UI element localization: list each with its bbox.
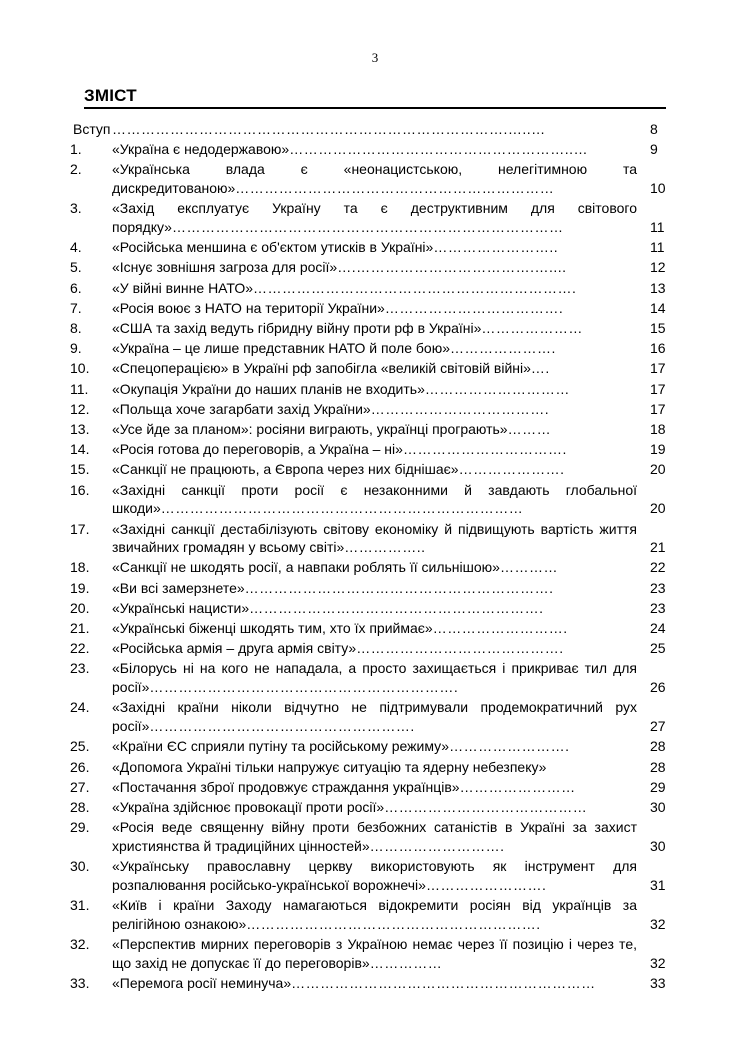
- toc-entry-page: 17: [650, 380, 666, 397]
- toc-entry-page: 33: [650, 974, 666, 991]
- toc-title: ЗМІСТ: [84, 86, 137, 105]
- toc-entry-leader: …………………………: [424, 380, 570, 397]
- toc-entry-leader: ……………………….: [432, 620, 568, 637]
- toc-entry-title: «Усе йде за планом»: росіяни виграють, українці програють»: [112, 421, 508, 438]
- toc-entry-leader: ……………………………………………………….: [244, 579, 554, 596]
- toc-entry[interactable]: [0, 460, 750, 479]
- toc-entry[interactable]: [0, 520, 750, 557]
- toc-entry[interactable]: [0, 974, 750, 993]
- toc-entry-leader: …………………………….: [402, 441, 567, 458]
- toc-entry-number: 27.: [70, 778, 90, 795]
- toc-entry-page: 13: [650, 279, 666, 296]
- toc-entry-number: 9.: [70, 340, 82, 357]
- toc-entry-page: 32: [650, 954, 666, 971]
- toc-entry-leader: ……………: [369, 954, 443, 971]
- toc-entry-title: «Західні санкції дестабілізують світову економіку й підвищують вартість життя звичайних громадян у всьому світі»: [112, 520, 637, 556]
- toc-entry-leader: …………………………………………………….: [246, 915, 541, 932]
- toc-entry-page: 31: [650, 876, 666, 893]
- toc-entry-number: 19.: [70, 579, 90, 596]
- toc-entry-title: «Окупація України до наших планів не входить»: [112, 380, 425, 397]
- toc-entry-title: «Україна є недодержавою»: [112, 141, 290, 158]
- toc-entry-title: «Українська влада є «неонацистською, нелегітимною та дискредитованою»: [112, 161, 637, 197]
- toc-entry-number: 3.: [70, 200, 82, 217]
- toc-entry-leader: ……………………..: [433, 239, 559, 256]
- toc-entry-leader: ………………….: [449, 340, 556, 357]
- toc-entry-title: «Перспектив мирних переговорів з Україною немає через її позицію і через те, що захід не допускає її до переговорів»: [112, 935, 637, 971]
- toc-entry-page: 28: [650, 758, 666, 775]
- toc-entry-title: «У війні винне НАТО»: [112, 279, 254, 296]
- toc-entry-page: 22: [650, 559, 666, 576]
- toc-entry-leader: …………………….: [425, 876, 547, 893]
- toc-entry-page: 26: [650, 679, 666, 696]
- toc-entry-leader: …………: [499, 559, 558, 576]
- table-of-contents: [0, 120, 750, 994]
- toc-entry-page: 11: [650, 219, 665, 236]
- toc-entry-leader: …………………………………………………………: [235, 180, 555, 197]
- toc-entry-page: 15: [650, 320, 666, 337]
- toc-entry-intro[interactable]: [0, 120, 750, 139]
- toc-entry-title: «Україна здійснює провокації проти росії»: [112, 798, 385, 815]
- toc-entry[interactable]: [0, 778, 750, 797]
- toc-entry-number: 32.: [70, 935, 90, 952]
- page-number: 3: [371, 50, 379, 65]
- toc-entry[interactable]: [0, 400, 750, 419]
- toc-entry-leader: ………………………………………………………….: [253, 279, 577, 296]
- toc-entry-leader: ………………………………………………………: [291, 974, 596, 991]
- toc-entry-page: 24: [650, 620, 666, 637]
- toc-entry-title: «Росія готова до переговорів, а Україна – ні»: [112, 441, 403, 458]
- toc-entry-number: 11.: [70, 380, 89, 397]
- toc-entry[interactable]: [0, 698, 750, 735]
- toc-entry-number: 12.: [70, 400, 90, 417]
- toc-entry[interactable]: [0, 258, 750, 277]
- toc-entry-page: 23: [650, 579, 666, 596]
- toc-entry[interactable]: [0, 420, 750, 439]
- toc-entry[interactable]: [0, 160, 750, 197]
- toc-entry-title: «Перемога росії неминуча»: [112, 974, 292, 991]
- toc-entry-page: 12: [650, 259, 666, 276]
- toc-entry-page: 25: [650, 640, 666, 657]
- toc-entry-title: «Білорусь ні на кого не нападала, а просто захищається і прикриває тил для росії»: [112, 660, 637, 696]
- toc-entry-page: 16: [650, 340, 666, 357]
- toc-entry-leader: …………………….: [449, 738, 570, 755]
- toc-entry[interactable]: [0, 299, 750, 318]
- toc-entry-title: «Постачання зброї продовжує страждання українців»: [112, 778, 460, 795]
- toc-entry-leader: ……………………………………………….: [149, 718, 415, 735]
- toc-entry-page: 14: [650, 299, 666, 316]
- toc-entry-page: 19: [650, 441, 666, 458]
- toc-entry[interactable]: [0, 818, 750, 855]
- toc-entry-title: «Україна – це лише представник НАТО й поле бою»: [112, 340, 450, 357]
- toc-entry-label: Вступ: [73, 121, 111, 137]
- toc-entry-leader: ……………………………………………………………………….…..…: [112, 121, 546, 137]
- toc-entry-number: 14.: [70, 441, 90, 458]
- toc-entry-leader: ……………………….: [369, 837, 505, 854]
- toc-entry[interactable]: [0, 896, 750, 933]
- toc-entry-leader: …………………: [481, 320, 583, 337]
- toc-entry-leader: ….: [530, 360, 550, 377]
- toc-entry[interactable]: [0, 319, 750, 338]
- toc-entry-leader: ………………………………………………………………………: [171, 219, 564, 236]
- toc-entry[interactable]: [0, 440, 750, 459]
- toc-entry-number: 16.: [70, 481, 90, 498]
- toc-entry-number: 4.: [70, 239, 82, 256]
- toc-entry-page: 20: [650, 500, 666, 517]
- toc-entry-title: «Ви всі замерзнете»: [112, 579, 245, 596]
- toc-entry[interactable]: [0, 798, 750, 817]
- toc-entry-number: 1.: [70, 141, 82, 158]
- toc-entry-page: 17: [650, 360, 666, 377]
- toc-entry-page: 18: [650, 421, 666, 438]
- toc-entry-page: 8: [650, 121, 658, 137]
- toc-entry[interactable]: [0, 279, 750, 298]
- toc-entry-number: 20.: [70, 599, 90, 616]
- toc-entry-page: 30: [650, 837, 666, 854]
- toc-entry-number: 26.: [70, 758, 90, 775]
- toc-entry-page: 21: [650, 539, 666, 556]
- toc-entry-number: 23.: [70, 660, 90, 677]
- toc-entry[interactable]: [0, 339, 750, 358]
- toc-entry-title: «США та захід ведуть гібридну війну проти рф в Україні»: [112, 320, 482, 337]
- toc-entry-number: 25.: [70, 738, 90, 755]
- toc-entry[interactable]: [0, 199, 750, 236]
- toc-entry-title: «Західні санкції проти росії є незаконними й завдають глобальної шкоди»: [112, 481, 637, 517]
- toc-entry-title: «Санкції не шкодять росії, а навпаки роблять її сильнішою»: [112, 559, 500, 576]
- toc-entry-number: 5.: [70, 259, 82, 276]
- toc-entry-title: «Російська армія – друга армія світу»: [112, 640, 357, 657]
- title-divider: [84, 107, 666, 109]
- toc-entry-title: «Росія воює з НАТО на території України»: [112, 299, 385, 316]
- toc-entry[interactable]: [0, 639, 750, 658]
- toc-entry[interactable]: [0, 737, 750, 756]
- toc-entry-title: «Російська меншина є об'єктом утисків в Україні»: [112, 239, 434, 256]
- toc-entry[interactable]: [0, 380, 750, 399]
- toc-entry[interactable]: [0, 599, 750, 618]
- toc-entry-number: 2.: [70, 161, 82, 178]
- toc-entry-title: «Санкції не працюють, а Європа через них біднішає»: [112, 461, 459, 478]
- toc-entry-page: 20: [650, 461, 666, 478]
- toc-entry-page: 32: [650, 915, 666, 932]
- toc-entry-title: «Київ і країни Заходу намагаються відокремити росіян від українців за релігійною ознакою»: [112, 896, 637, 932]
- toc-entry-number: 15.: [70, 461, 90, 478]
- toc-entry-leader: …………………………………………………….: [249, 599, 544, 616]
- toc-entry-leader: ……………………………….: [384, 299, 564, 316]
- toc-entry-page: 11: [650, 239, 665, 256]
- toc-entry-page: 17: [650, 400, 666, 417]
- toc-entry-title: «Захід експлуатує Україну та є деструктивним для світового порядку»: [112, 200, 637, 236]
- toc-entry-page: 9: [650, 141, 658, 158]
- toc-entry-page: 23: [650, 599, 666, 616]
- toc-entry-title: «Допомога Україні тільки напружує ситуацію та ядерну небезпеку»: [112, 758, 547, 775]
- toc-entry-leader: …………………………………….: [356, 640, 564, 657]
- toc-entry[interactable]: [0, 359, 750, 378]
- toc-entry-number: 24.: [70, 699, 90, 716]
- toc-entry-leader: ……………………: [459, 778, 576, 795]
- toc-entry-leader: ….……………………………….…....: [337, 259, 567, 276]
- toc-entry-title: «Західні країни ніколи відчутно не підтримували продемократичний рух росії»: [112, 699, 637, 735]
- toc-entry-title: «Росія веде священну війну проти безбожних сатаністів в Україні за захист християнства й традиційних цінностей»: [112, 819, 637, 854]
- toc-entry-title: «Українські біженці шкодять тим, хто їх приймає»: [112, 620, 433, 637]
- toc-entry-title: «Існує зовнішня загроза для росії»: [112, 259, 338, 276]
- toc-entry-title: «Українські нацисти»: [112, 599, 250, 616]
- toc-entry-number: 17.: [70, 520, 90, 537]
- toc-entry[interactable]: [0, 140, 750, 159]
- toc-entry[interactable]: [0, 579, 750, 598]
- toc-entry-page: 29: [650, 778, 666, 795]
- toc-entry-number: 7.: [70, 299, 82, 316]
- toc-entry-page: 10: [650, 180, 666, 197]
- toc-entry-leader: ……………..: [344, 539, 426, 556]
- toc-entry[interactable]: [0, 857, 750, 894]
- toc-entry-page: 28: [650, 738, 666, 755]
- toc-entry[interactable]: [0, 659, 750, 696]
- toc-entry-title: «Країни ЄС сприяли путіну та російському режиму»: [112, 738, 450, 755]
- toc-entry-leader: ……………………………….: [370, 400, 550, 417]
- toc-entry-number: 6.: [70, 279, 82, 296]
- toc-entry-leader: ………: [507, 421, 552, 438]
- toc-entry[interactable]: [0, 619, 750, 638]
- toc-entry-number: 28.: [70, 798, 90, 815]
- toc-entry-number: 31.: [70, 896, 90, 913]
- toc-entry-number: 13.: [70, 421, 90, 438]
- toc-entry-number: 8.: [70, 320, 82, 337]
- toc-entry-number: 33.: [70, 974, 90, 991]
- toc-entry-leader: …………………………………………………..…: [289, 141, 588, 158]
- toc-entry-leader: ……………………………………………………….: [149, 679, 459, 696]
- toc-entry[interactable]: [0, 558, 750, 577]
- toc-entry-leader: …………………………………………………………………: [160, 500, 524, 517]
- toc-entry[interactable]: [0, 238, 750, 257]
- toc-entry-leader: ……………………………………: [384, 798, 588, 815]
- toc-entry-leader: ………………….: [458, 461, 565, 478]
- toc-entry[interactable]: [0, 481, 750, 518]
- toc-entry[interactable]: [0, 758, 750, 777]
- toc-entry-title: «Польща хоче загарбати захід України»: [112, 400, 371, 417]
- toc-entry-number: 21.: [70, 620, 90, 637]
- toc-entry-title: «Спецоперацією» в Україні рф запобігла «великій світовій війні»: [112, 360, 531, 377]
- toc-entry-number: 29.: [70, 819, 90, 836]
- toc-entry-number: 18.: [70, 559, 90, 576]
- toc-entry-page: 30: [650, 798, 666, 815]
- toc-entry-title: «Українську православну церкву використовують як інструмент для розпалювання російсько-української ворожнечі»: [112, 858, 637, 893]
- toc-entry-number: 30.: [70, 858, 90, 875]
- toc-entry-page: 27: [650, 718, 666, 735]
- toc-entry-number: 22.: [70, 640, 90, 657]
- toc-entry[interactable]: [0, 935, 750, 972]
- toc-entry-number: 10.: [70, 360, 90, 377]
